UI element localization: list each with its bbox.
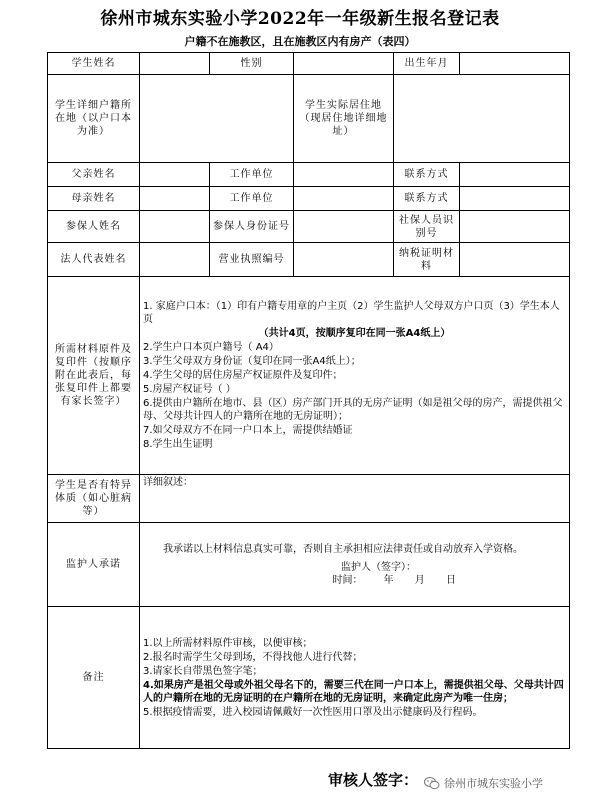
note-item-1: 1.以上所需材料原件审核，以便审核； — [143, 637, 313, 649]
residence-label: 学生实际居住地（现居住地详细地址） — [294, 75, 394, 163]
registration-form-table — [47, 52, 570, 749]
special-condition-label: 学生是否有特异体质（如心脏病等） — [48, 475, 140, 523]
row-address — [48, 75, 570, 163]
material-item-4: 4.学生父母的居住房屋产权证原件及复印件； — [143, 370, 343, 381]
reviewer-signature-label: 审核人签字： — [328, 771, 419, 789]
residence-field[interactable] — [394, 75, 570, 163]
row-mother — [48, 187, 570, 211]
hukou-address-label: 学生详细户籍所在地（以户口本为准） — [48, 75, 140, 163]
insured-name-field[interactable] — [140, 211, 210, 243]
father-work-field[interactable] — [294, 163, 394, 187]
row-father — [48, 163, 570, 187]
father-name-label: 父亲姓名 — [48, 163, 140, 187]
mother-work-field[interactable] — [294, 187, 394, 211]
mother-name-field[interactable] — [140, 187, 210, 211]
notes-list — [140, 607, 570, 749]
material-item-6: 6.提供由户籍所在地市、县（区）房产部门开具的无房产证明（如是祖父母的房产，需提供祖父母、父母共计四人的户籍所在地的无房证明）； — [143, 398, 563, 422]
row-special-condition — [48, 475, 570, 523]
insured-id-field[interactable] — [294, 211, 394, 243]
notes-label: 备注 — [48, 607, 140, 749]
material-item-2: 2.学生户口本页户籍号（ A4） — [143, 342, 279, 353]
father-contact-field[interactable] — [460, 163, 570, 187]
materials-list — [140, 277, 570, 475]
row-insured — [48, 211, 570, 243]
father-work-label: 工作单位 — [210, 163, 294, 187]
note-item-4: 4.如果房产是祖父母或外祖父母名下的，需要三代在同一户口本上，需提供祖父母、父母共计四人的户籍所在地的无房证明的在户籍所在地的无房证明，来确定此房产为唯一住房； — [143, 679, 564, 704]
student-name-label: 学生姓名 — [48, 53, 140, 75]
material-item-1: 1. 家庭户口本：（1）印有户籍专用章的户主页（2）学生监护人父母双方户口页（3）学生本人页 — [143, 301, 560, 325]
material-item-8: 8.学生出生证明 — [143, 439, 213, 450]
student-name-field[interactable] — [140, 53, 210, 75]
note-item-2: 2.报名时需学生父母到场，不得找他人进行代替； — [143, 651, 363, 663]
father-name-field[interactable] — [140, 163, 210, 187]
note-item-5: 5.根据疫情需要，进入校园请佩戴好一次性医用口罩及出示健康码及行程码。 — [143, 706, 483, 718]
birth-date-field[interactable] — [460, 53, 570, 75]
gender-field[interactable] — [294, 53, 394, 75]
commitment-text: 我承诺以上材料信息真实可靠，否则自主承担相应法律责任或自动放弃入学资格。 — [163, 543, 523, 555]
tax-proof-field[interactable] — [460, 243, 570, 277]
row-legal-rep — [48, 243, 570, 277]
special-condition-field[interactable]: 详细叙述： — [140, 475, 570, 523]
hukou-address-field[interactable] — [140, 75, 294, 163]
commitment-block — [140, 523, 570, 607]
material-item-1-note: （共计4页，按顺序复印在同一张A4纸上） — [258, 328, 451, 339]
materials-label: 所需材料原件及复印件（按顺序附在此表后，每张复印件上都要有家长签字） — [48, 277, 140, 475]
watermark — [424, 775, 543, 791]
business-license-field[interactable] — [294, 243, 394, 277]
tax-proof-label: 纳税证明材料 — [394, 243, 460, 277]
mother-contact-label: 联系方式 — [394, 187, 460, 211]
material-item-3: 3.学生父母双方身份证（复印在同一张A4纸上）； — [143, 356, 361, 367]
legal-rep-field[interactable] — [140, 243, 210, 277]
social-security-id-field[interactable] — [460, 211, 570, 243]
legal-rep-label: 法人代表姓名 — [48, 243, 140, 277]
form-title: 徐州市城东实验小学2022年一年级新生报名登记表 — [100, 9, 500, 29]
note-item-3: 3.请家长自带黑色签字笔； — [143, 665, 263, 677]
business-license-label: 营业执照编号 — [210, 243, 294, 277]
mother-work-label: 工作单位 — [210, 187, 294, 211]
mother-contact-field[interactable] — [460, 187, 570, 211]
watermark-text: 徐州市城东实验小学 — [444, 777, 543, 790]
wechat-icon — [424, 777, 440, 790]
row-commitment — [48, 523, 570, 607]
insured-name-label: 参保人姓名 — [48, 211, 140, 243]
gender-label: 性别 — [210, 53, 294, 75]
row-notes — [48, 607, 570, 749]
guardian-commitment-label: 监护人承诺 — [48, 523, 140, 607]
commitment-date-line[interactable]: 时间： 年 月 日 — [332, 574, 456, 586]
form-subtitle: 户籍不在施教区，且在施教区内有房产（表四） — [184, 35, 416, 48]
material-item-5: 5.房屋产权证号（ ） — [143, 384, 236, 395]
insured-id-label: 参保人身份证号 — [210, 211, 294, 243]
material-item-7: 7.如父母双方不在同一户口本上，需提供结婚证 — [143, 425, 353, 436]
row-materials — [48, 277, 570, 475]
row-student-basic — [48, 53, 570, 75]
social-security-id-label: 社保人员识别号 — [394, 211, 460, 243]
birth-date-label: 出生年月 — [394, 53, 460, 75]
guardian-signature-line[interactable]: 监护人（签字）： — [341, 561, 416, 573]
father-contact-label: 联系方式 — [394, 163, 460, 187]
mother-name-label: 母亲姓名 — [48, 187, 140, 211]
